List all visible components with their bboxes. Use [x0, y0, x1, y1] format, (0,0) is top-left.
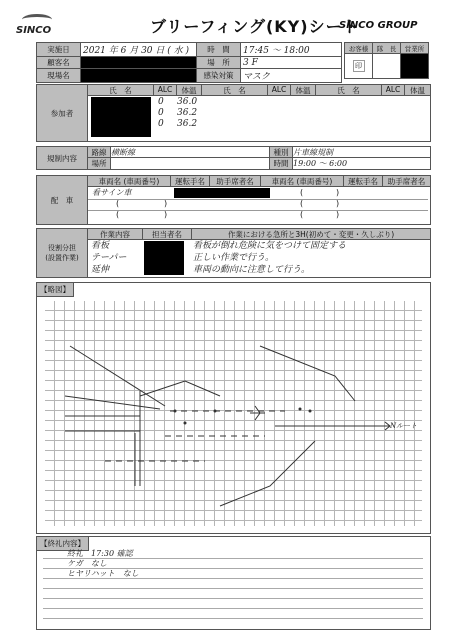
place-label: 場 所 [197, 57, 241, 69]
roles-label: 役割分担 (設置作業) [37, 229, 88, 277]
route-value: 横断線 [111, 147, 270, 158]
type-value: 片車線規制 [293, 147, 430, 158]
site-label: 現場名 [37, 69, 81, 83]
col-task: 作業内容 [88, 229, 143, 240]
regulation-label: 規制内容 [37, 147, 88, 169]
cone-icon [309, 410, 312, 413]
cone-icon [174, 410, 177, 413]
participant-2-temp: 36.2 [177, 108, 198, 118]
vehicle-6-open-paren: ( [300, 210, 304, 219]
road-edge-line [140, 381, 220, 396]
vehicles-header-row [88, 176, 430, 187]
participant-1-alc: 0 [158, 97, 164, 107]
vehicle-5-open-paren: ( [300, 199, 304, 208]
site-value-redacted [81, 69, 197, 83]
reg-time-label: 時間 [270, 158, 293, 169]
infection-value: マスク [241, 69, 342, 83]
col-temp-3: 体温 [405, 85, 430, 96]
vehicle-6-close-paren: ) [336, 210, 340, 219]
col-vehicle-1: 車両名 (車両番号) [88, 176, 171, 187]
reg-place-value [111, 158, 270, 169]
vehicles-label: 配 車 [37, 176, 88, 224]
roles-section [36, 228, 431, 278]
road-sketch-drawing [45, 301, 422, 526]
participant-names-redacted [91, 97, 151, 137]
col-vehicle-2: 車両名 (車両番号) [261, 176, 344, 187]
col-alc-3: ALC [382, 85, 405, 96]
road-edge-line [220, 441, 315, 506]
approval-header-client: お客様 [345, 43, 373, 54]
road-edge-line [260, 346, 355, 401]
reg-place-label: 場所 [88, 158, 111, 169]
role-3-task: 延伸 [91, 265, 110, 275]
col-name-1: 氏 名 [88, 85, 154, 96]
participant-alc-values [158, 97, 164, 130]
col-temp-2: 体温 [291, 85, 316, 96]
closing-line-2: ケガ なし [67, 559, 107, 568]
route-label: 路線 [88, 147, 111, 158]
vehicle-1-name: 看サイン車 [92, 188, 132, 197]
brand-logo-left: SINCO [16, 14, 52, 36]
vehicles-section [36, 175, 431, 225]
brand-logo-right: SINCO GROUP [339, 20, 418, 31]
role-1-task: 看板 [91, 241, 110, 251]
vehicle-4-open-paren: ( [300, 188, 304, 197]
vehicle-3-open-paren: ( [116, 210, 120, 219]
role-assignees-redacted [144, 241, 184, 275]
closing-label: 【終礼内容】 [37, 537, 89, 551]
date-label: 実施日 [37, 43, 81, 57]
reg-time-value: 19:00 〜 6:00 [293, 159, 348, 168]
closing-lines [43, 549, 423, 625]
logo-swoosh-icon [22, 14, 52, 25]
info-table [36, 42, 341, 83]
approval-stamp-office-redacted [401, 54, 429, 79]
participant-2-alc: 0 [158, 108, 164, 118]
approval-stamp-captain [373, 54, 401, 79]
participants-section [36, 84, 431, 142]
date-value: 2021 年 6 月 30 日 ( 水 ) [81, 43, 197, 57]
cone-icon [299, 408, 302, 411]
cone-icon [214, 410, 217, 413]
cone-icon [184, 422, 187, 425]
approval-stamp-client [345, 54, 373, 79]
sketch-label: 【略図】 [37, 283, 74, 297]
arrow-icon [375, 422, 390, 430]
col-name-3: 氏 名 [316, 85, 382, 96]
sketch-grid [45, 301, 422, 526]
stamp-icon: 印 [353, 60, 365, 72]
col-assistant-2: 助手席者名 [383, 176, 430, 187]
type-label: 種別 [270, 147, 293, 158]
col-assignee: 担当者名 [143, 229, 192, 240]
vehicle-2-open-paren: ( [116, 199, 120, 208]
vehicle-4-close-paren: ) [336, 188, 340, 197]
closing-section [36, 536, 431, 630]
approval-header-office: 営業所 [401, 43, 429, 54]
place-value: 3 F [241, 57, 342, 69]
road-edge-line [70, 346, 165, 406]
approval-header-captain: 隊 長 [373, 43, 401, 54]
approval-box [344, 42, 429, 79]
role-2-note: 正しい作業で行う。 [193, 253, 275, 263]
vehicle-2-close-paren: ) [164, 199, 168, 208]
time-label: 時 間 [197, 43, 241, 57]
role-notes [193, 240, 346, 276]
sheet-title: ブリーフィング(KY)シート [150, 17, 360, 36]
infection-label: 感染対策 [197, 69, 241, 83]
col-driver-2: 運転手名 [344, 176, 383, 187]
participant-1-temp: 36.0 [177, 97, 198, 107]
participant-temp-values [177, 97, 197, 130]
regulation-section [36, 146, 431, 170]
client-label: 顧客名 [37, 57, 81, 69]
col-alc-2: ALC [268, 85, 291, 96]
closing-line-1: 終礼 17:30 確認 [67, 549, 133, 558]
roles-header-row [88, 229, 430, 240]
col-alc-1: ALC [154, 85, 177, 96]
sketch-section [36, 282, 431, 534]
road-edge-line [65, 396, 160, 409]
vehicle-5-close-paren: ) [336, 199, 340, 208]
vehicle-3-close-paren: ) [164, 210, 168, 219]
participant-3-temp: 36.2 [177, 119, 198, 129]
col-keypoints: 作業における急所と3H(初めて・変更・久しぶり) [192, 229, 430, 240]
col-assistant-1: 助手席者名 [210, 176, 261, 187]
participants-label: 参加者 [37, 85, 88, 141]
role-3-note: 車両の動向に注意して行う。 [193, 265, 311, 275]
arrow-icon [250, 406, 265, 420]
vehicle-1-crew-redacted [174, 188, 270, 198]
client-value-redacted [81, 57, 197, 69]
participant-3-alc: 0 [158, 119, 164, 129]
col-driver-1: 運転手名 [171, 176, 210, 187]
role-2-task: テーパー [91, 253, 127, 263]
col-temp-1: 体温 [177, 85, 202, 96]
role-1-note: 看板が倒れ危険に気をつけて固定する [193, 241, 347, 251]
time-value: 17:45 〜 18:00 [241, 43, 342, 57]
participants-header-row [88, 85, 430, 96]
sketch-arrow-label: Nルート [390, 422, 418, 430]
col-name-2: 氏 名 [202, 85, 268, 96]
closing-line-3: ヒヤリハット なし [67, 569, 139, 578]
role-tasks [91, 240, 127, 276]
